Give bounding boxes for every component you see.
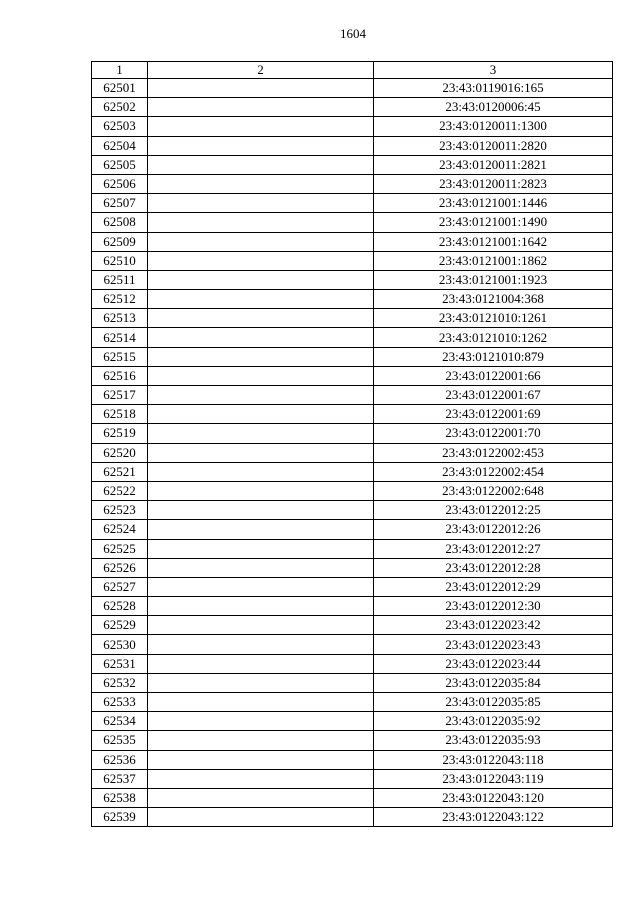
row-empty-cell [148,251,374,270]
row-empty-cell [148,501,374,520]
cadastral-number-cell: 23:43:0121001:1642 [374,232,613,251]
row-empty-cell [148,731,374,750]
cadastral-number-cell: 23:43:0122023:43 [374,635,613,654]
row-empty-cell [148,309,374,328]
row-number-cell: 62518 [92,405,148,424]
row-empty-cell [148,616,374,635]
cadastral-number-cell: 23:43:0122012:29 [374,577,613,596]
row-empty-cell [148,654,374,673]
table-row [92,673,613,692]
table-header [92,62,613,79]
table-row [92,290,613,309]
row-empty-cell [148,366,374,385]
table-row [92,328,613,347]
row-number-cell: 62524 [92,520,148,539]
table-row [92,98,613,117]
table-row [92,750,613,769]
table-row [92,788,613,807]
row-empty-cell [148,443,374,462]
table-row [92,520,613,539]
cadastral-number-cell: 23:43:0121010:1261 [374,309,613,328]
row-empty-cell [148,712,374,731]
cadastral-number-cell: 23:43:0122035:92 [374,712,613,731]
table-row [92,309,613,328]
table-row [92,251,613,270]
row-number-cell: 62519 [92,424,148,443]
table-body [92,79,613,827]
cadastral-number-cell: 23:43:0122001:70 [374,424,613,443]
row-empty-cell [148,462,374,481]
row-empty-cell [148,481,374,500]
row-empty-cell [148,558,374,577]
cadastral-number-cell: 23:43:0122012:25 [374,501,613,520]
row-number-cell: 62515 [92,347,148,366]
table-row [92,405,613,424]
table-row [92,155,613,174]
header-row [92,62,613,79]
cadastral-number-cell: 23:43:0122012:30 [374,597,613,616]
table-row [92,424,613,443]
row-empty-cell [148,386,374,405]
row-number-cell: 62507 [92,194,148,213]
row-number-cell: 62514 [92,328,148,347]
cadastral-number-cell: 23:43:0122043:120 [374,788,613,807]
cadastral-number-cell: 23:43:0120006:45 [374,98,613,117]
cadastral-number-cell: 23:43:0122035:93 [374,731,613,750]
row-number-cell: 62510 [92,251,148,270]
table-row [92,731,613,750]
table-row [92,347,613,366]
cadastral-number-cell: 23:43:0121010:879 [374,347,613,366]
cadastral-number-cell: 23:43:0122012:26 [374,520,613,539]
row-number-cell: 62521 [92,462,148,481]
table-row [92,635,613,654]
page-number: 1604 [340,26,366,41]
row-number-cell: 62516 [92,366,148,385]
row-number-cell: 62528 [92,597,148,616]
cadastral-number-cell: 23:43:0122001:67 [374,386,613,405]
cadastral-number-cell: 23:43:0122002:648 [374,481,613,500]
row-empty-cell [148,117,374,136]
table-row [92,462,613,481]
row-number-cell: 62506 [92,174,148,193]
column-header-2: 2 [148,62,374,79]
table-row [92,501,613,520]
row-number-cell: 62508 [92,213,148,232]
row-number-cell: 62511 [92,270,148,289]
row-number-cell: 62509 [92,232,148,251]
table-row [92,539,613,558]
row-number-cell: 62503 [92,117,148,136]
row-number-cell: 62513 [92,309,148,328]
cadastral-number-cell: 23:43:0121001:1446 [374,194,613,213]
table-row [92,769,613,788]
row-empty-cell [148,693,374,712]
table-row [92,712,613,731]
table-row [92,174,613,193]
table-row [92,270,613,289]
cadastral-number-cell: 23:43:0122043:119 [374,769,613,788]
row-empty-cell [148,155,374,174]
table-row [92,366,613,385]
table-row [92,117,613,136]
cadastral-number-cell: 23:43:0122035:84 [374,673,613,692]
row-number-cell: 62502 [92,98,148,117]
row-empty-cell [148,232,374,251]
row-empty-cell [148,290,374,309]
row-number-cell: 62531 [92,654,148,673]
row-number-cell: 62538 [92,788,148,807]
table-row [92,616,613,635]
cadastral-number-cell: 23:43:0120011:1300 [374,117,613,136]
cadastral-number-cell: 23:43:0121010:1262 [374,328,613,347]
row-number-cell: 62527 [92,577,148,596]
row-number-cell: 62530 [92,635,148,654]
row-empty-cell [148,347,374,366]
register-table [91,61,613,827]
table-row [92,693,613,712]
table-row [92,577,613,596]
row-number-cell: 62523 [92,501,148,520]
row-empty-cell [148,194,374,213]
row-empty-cell [148,270,374,289]
table-row [92,232,613,251]
row-number-cell: 62504 [92,136,148,155]
table-row [92,597,613,616]
row-number-cell: 62535 [92,731,148,750]
cadastral-number-cell: 23:43:0120011:2823 [374,174,613,193]
row-empty-cell [148,539,374,558]
row-number-cell: 62526 [92,558,148,577]
row-empty-cell [148,405,374,424]
row-number-cell: 62520 [92,443,148,462]
row-number-cell: 62534 [92,712,148,731]
row-empty-cell [148,520,374,539]
table-row [92,808,613,827]
cadastral-number-cell: 23:43:0122043:118 [374,750,613,769]
cadastral-number-cell: 23:43:0122023:44 [374,654,613,673]
row-empty-cell [148,808,374,827]
table-row [92,213,613,232]
row-empty-cell [148,213,374,232]
cadastral-number-cell: 23:43:0121001:1490 [374,213,613,232]
table-row [92,79,613,98]
row-number-cell: 62505 [92,155,148,174]
cadastral-number-cell: 23:43:0122043:122 [374,808,613,827]
table-row [92,654,613,673]
column-header-3: 3 [374,62,613,79]
row-empty-cell [148,750,374,769]
cadastral-number-cell: 23:43:0120011:2820 [374,136,613,155]
cadastral-number-cell: 23:43:0121004:368 [374,290,613,309]
row-empty-cell [148,769,374,788]
cadastral-number-cell: 23:43:0122002:454 [374,462,613,481]
cadastral-number-cell: 23:43:0121001:1923 [374,270,613,289]
cadastral-number-cell: 23:43:0122023:42 [374,616,613,635]
cadastral-number-cell: 23:43:0122002:453 [374,443,613,462]
cadastral-number-cell: 23:43:0122012:28 [374,558,613,577]
row-number-cell: 62539 [92,808,148,827]
table-row [92,386,613,405]
row-empty-cell [148,328,374,347]
row-number-cell: 62536 [92,750,148,769]
row-empty-cell [148,673,374,692]
column-header-1: 1 [92,62,148,79]
row-number-cell: 62512 [92,290,148,309]
row-number-cell: 62522 [92,481,148,500]
row-empty-cell [148,635,374,654]
cadastral-number-cell: 23:43:0122012:27 [374,539,613,558]
row-number-cell: 62537 [92,769,148,788]
row-number-cell: 62532 [92,673,148,692]
row-empty-cell [148,79,374,98]
row-empty-cell [148,174,374,193]
cadastral-number-cell: 23:43:0119016:165 [374,79,613,98]
cadastral-number-cell: 23:43:0122001:69 [374,405,613,424]
row-empty-cell [148,98,374,117]
row-empty-cell [148,136,374,155]
row-number-cell: 62533 [92,693,148,712]
cadastral-number-cell: 23:43:0122035:85 [374,693,613,712]
row-number-cell: 62517 [92,386,148,405]
cadastral-number-cell: 23:43:0120011:2821 [374,155,613,174]
row-empty-cell [148,788,374,807]
row-number-cell: 62529 [92,616,148,635]
cadastral-number-cell: 23:43:0122001:66 [374,366,613,385]
row-empty-cell [148,424,374,443]
row-empty-cell [148,577,374,596]
cadastral-number-cell: 23:43:0121001:1862 [374,251,613,270]
table-row [92,558,613,577]
row-number-cell: 62501 [92,79,148,98]
row-number-cell: 62525 [92,539,148,558]
table-row [92,481,613,500]
row-empty-cell [148,597,374,616]
table-row [92,443,613,462]
table-row [92,136,613,155]
table-row [92,194,613,213]
